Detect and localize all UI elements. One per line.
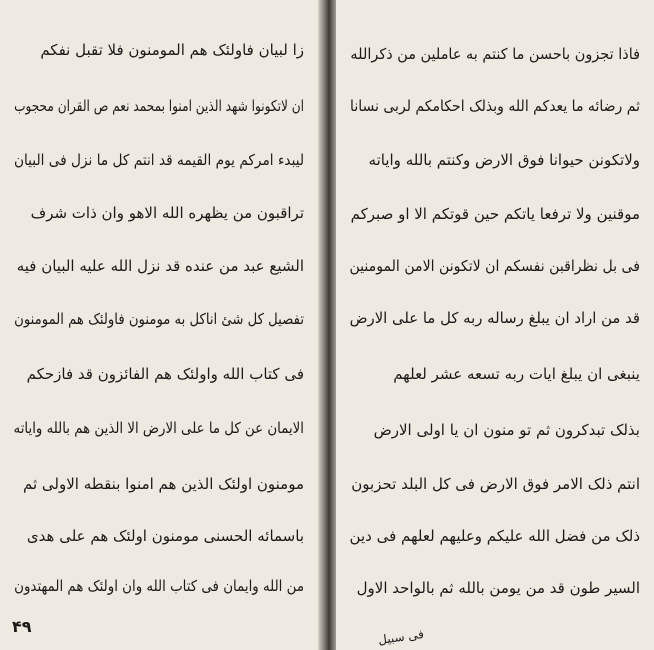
right-line-8: بذلک تبدکرون ثم تو منون ان یا اولی الارض	[373, 421, 640, 439]
left-line-4: تراقبون من یظهره الله الاهو وان ذات شرف	[30, 204, 304, 222]
left-line-6: تفصیل کل شئ اناکل به مومنون فاولئک هم المومنون	[14, 310, 305, 328]
right-line-7: ینبغی ان یبلغ ایات ربه تسعه عشر لعلهم	[393, 365, 640, 383]
left-line-5: الشیع عبد من عنده قد نزل الله علیه البیان فیه	[16, 257, 304, 275]
right-line-11: السیر طون قد من یومن بالله ثم بالواحد الاول	[356, 579, 640, 597]
right-line-4: موقنین ولا ترفعا یاتکم حین قوتکم الا او صبرکم	[350, 205, 640, 223]
left-line-8: الایمان عن کل ما علی الارض الا الذین هم بالله وایاته	[13, 419, 304, 437]
left-line-9: مومنون اولئک الذین هم امنوا بنقطه الاولی ثم	[23, 475, 304, 493]
right-line-10: ذلک من فضل الله علیکم وعلیهم لعلهم فی دین	[349, 527, 640, 545]
right-line-1: فاذا تجزون باحسن ما کنتم به عاملین من ذکرالله	[350, 45, 640, 63]
left-page	[0, 0, 322, 650]
left-line-10: باسمائه الحسنی مومنون اولئک هم علی هدی	[26, 527, 304, 545]
left-line-7: فی کتاب الله واولئک هم الفائزون قد فازحکم	[26, 365, 304, 383]
left-line-11: من الله وایمان فی کتاب الله وان اولئک هم المهتدون	[14, 577, 305, 595]
right-line-6: قد من اراد ان یبلغ رساله ربه کل ما علی الارض	[349, 309, 640, 327]
page-number: ۴۹	[12, 617, 32, 636]
left-line-2: ان لاتکونوا شهد الذین امنوا بمحمد نعم ص القران محجوب	[14, 97, 304, 115]
right-line-3: ولاتکونن حیوانا فوق الارض وکنتم بالله وایاته	[368, 151, 640, 169]
right-line-9: انتم ذلک الامر فوق الارض فی کل البلد تحزبون	[351, 475, 640, 493]
right-line-5: فی بل نظراقبن نفسکم ان لاتکونن الامن المومنین	[349, 257, 640, 275]
right-page	[336, 0, 654, 650]
catchword: فی سبیل	[377, 626, 425, 648]
left-line-1: زا لبیان فاولئک هم المومنون فلا تقبل نفکم	[40, 41, 304, 59]
right-line-2: ثم رضائه ما یعدکم الله وبذلک احکامکم لربی نسانا	[350, 97, 640, 115]
left-line-3: لیبدء امرکم یوم القیمه قد انتم کل ما نزل فی البیان	[13, 151, 305, 169]
